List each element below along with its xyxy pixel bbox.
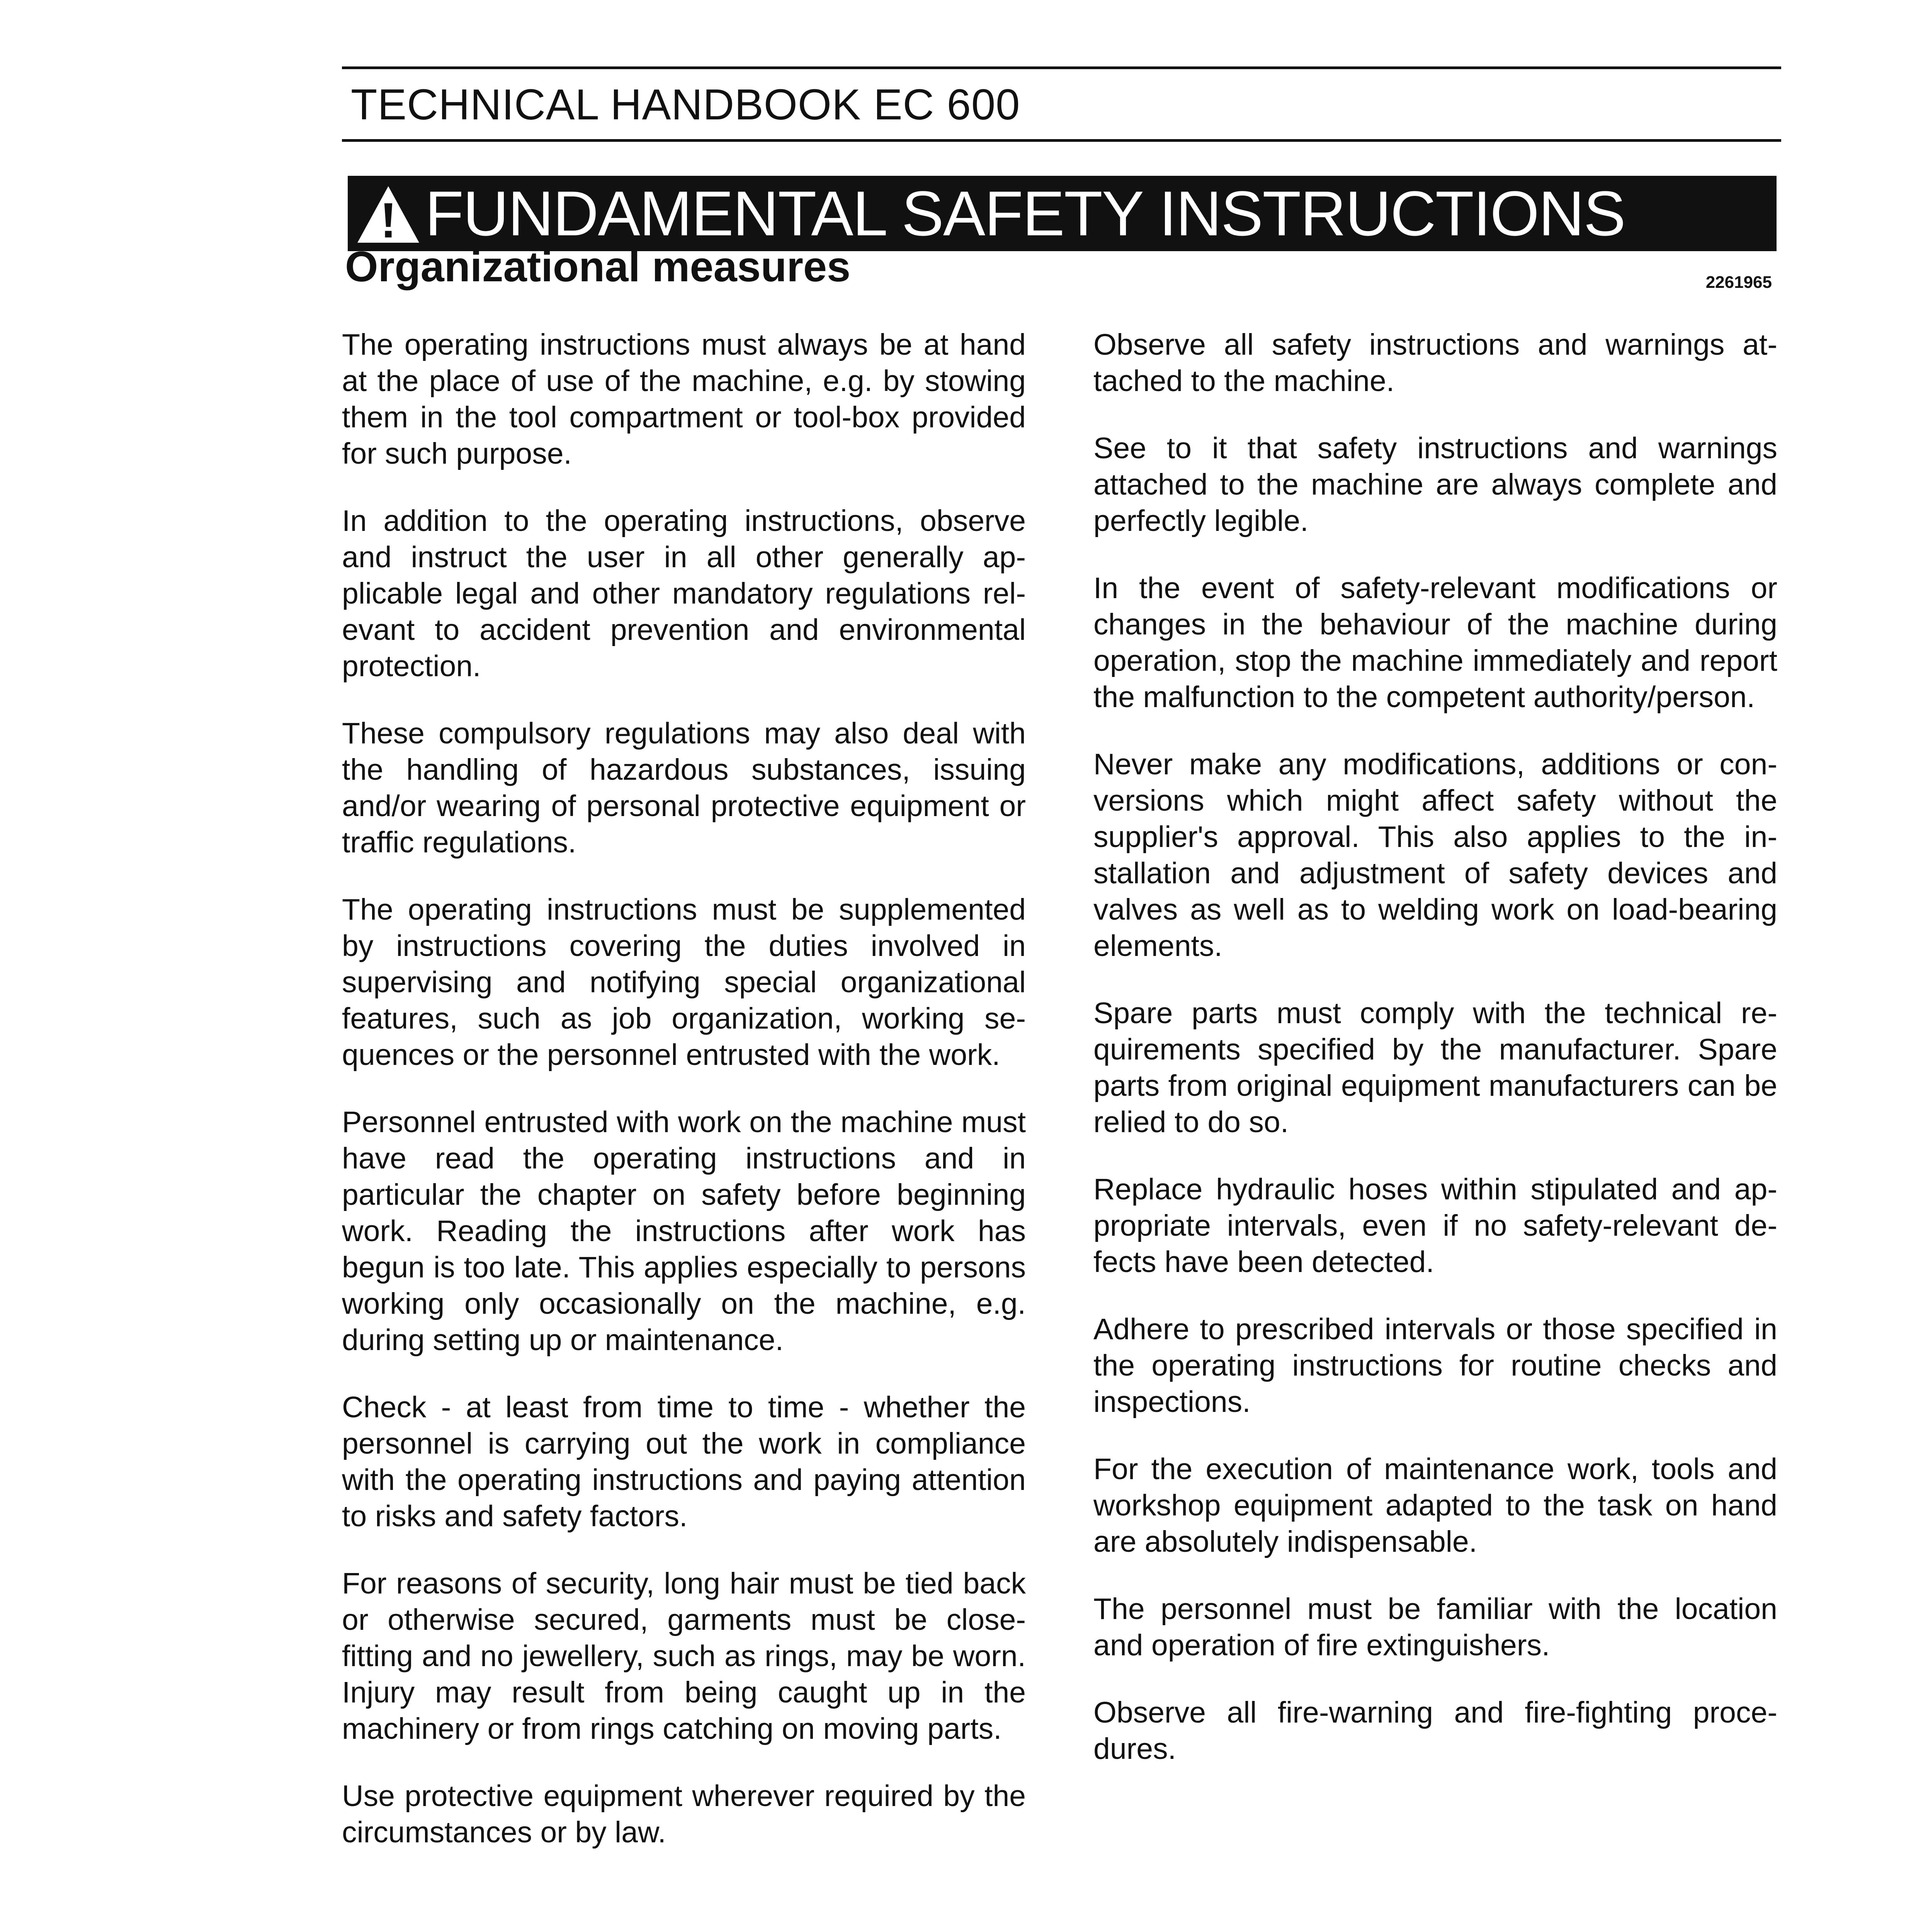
- warning-triangle-icon: [355, 184, 421, 245]
- paragraph: Use protective equipment wherever required by the circumstances or by law.: [342, 1779, 1026, 1849]
- safety-banner: [348, 176, 1777, 251]
- paragraph: Observe all fire-warning and fire-fighting procedures.: [1093, 1696, 1777, 1765]
- paragraph: Personnel entrusted with work on the machine must have read the operating instructions and in particular the chapter on safety before beginning work. Reading the instructions after work has begun is too late. This applies especially to persons working only occasionally on the machine, e.g. during setting up or maintenance.: [342, 1105, 1026, 1357]
- paragraph: See to it that safety instructions and warnings attached to the machine are always complete and perfectly legible.: [1093, 432, 1777, 537]
- paragraph: In addition to the operating instructions, observe and instruct the user in all other generally applicable legal and other mandatory regulations relevant to accident prevention and environmental protection.: [342, 504, 1026, 683]
- top-rule: [342, 66, 1781, 69]
- paragraph: Adhere to prescribed intervals or those specified in the operating instructions for routine checks and inspections.: [1093, 1313, 1777, 1418]
- handbook-title: TECHNICAL HANDBOOK EC 600: [351, 80, 1020, 129]
- paragraph: The operating instructions must be supplemented by instructions covering the duties involved in supervising and notifying special organizational features, such as job organization, working sequences or the personnel entrusted with the work.: [342, 893, 1026, 1071]
- right-column: [1093, 327, 1777, 1798]
- left-column: [342, 327, 1026, 1881]
- paragraph: In the event of safety-relevant modifications or changes in the behaviour of the machine during operation, stop the machine immediately and report the malfunction to the competent authority/person.: [1093, 571, 1777, 714]
- paragraph: For the execution of maintenance work, tools and workshop equipment adapted to the task on hand are absolutely indispensable.: [1093, 1452, 1777, 1558]
- section-heading: Organizational measures: [345, 243, 851, 291]
- paragraph: Spare parts must comply with the technical requirements specified by the manufacturer. Spare parts from original equipment manufacturers can be relied to do so.: [1093, 997, 1777, 1139]
- paragraph: These compulsory regulations may also deal with the handling of hazardous substances, issuing and/or wearing of personal protective equipment or traffic regulations.: [342, 717, 1026, 859]
- header-rule: [342, 139, 1781, 142]
- paragraph: Replace hydraulic hoses within stipulated and appropriate intervals, even if no safety-relevant defects have been detected.: [1093, 1173, 1777, 1279]
- paragraph: For reasons of security, long hair must be tied back or otherwise secured, garments must be close-fitting and no jewellery, such as rings, may be worn. Injury may result from being caught up in the machinery or from rings catching on moving parts.: [342, 1567, 1026, 1745]
- paragraph: The personnel must be familiar with the location and operation of fire extinguishers.: [1093, 1592, 1777, 1662]
- banner-title: FUNDAMENTAL SAFETY INSTRUCTIONS: [425, 178, 1625, 249]
- paragraph: Check - at least from time to time - whether the personnel is carrying out the work in compliance with the operating instructions and paying attention to risks and safety factors.: [342, 1391, 1026, 1533]
- paragraph: The operating instructions must always be at hand at the place of use of the machine, e.g. by stowing them in the tool compartment or tool-box provided for such purpose.: [342, 328, 1026, 470]
- document-code: 2261965: [1705, 273, 1772, 292]
- paragraph: Observe all safety instructions and warnings attached to the machine.: [1093, 328, 1777, 398]
- paragraph: Never make any modifications, additions or conversions which might affect safety without the supplier's approval. This also applies to the installation and adjustment of safety devices and valves as well as to welding work on load-bearing elements.: [1093, 748, 1777, 963]
